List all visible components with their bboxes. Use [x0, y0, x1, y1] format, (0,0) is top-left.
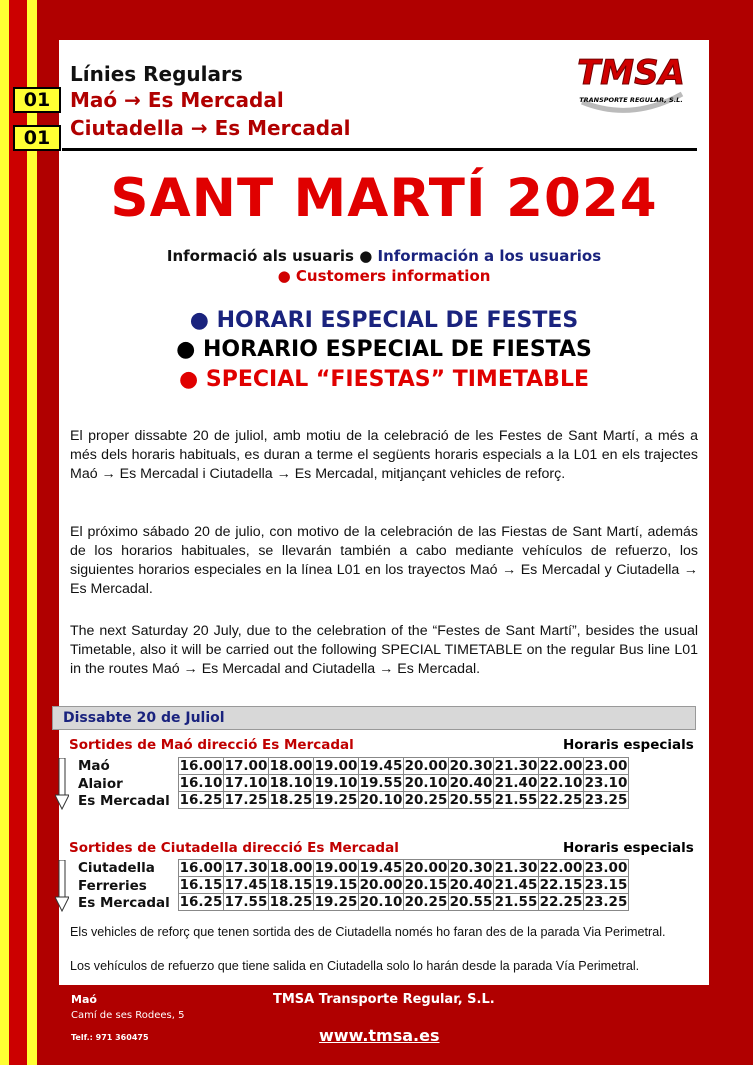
- departure-time: 16.25: [179, 894, 223, 910]
- direction-title: Sortides de Maó direcció Es Mercadal: [69, 737, 354, 753]
- departure-time: 22.25: [539, 894, 583, 910]
- departure-time: 19.25: [314, 792, 358, 808]
- departure-time: 16.00: [179, 860, 223, 876]
- table-row: [179, 877, 629, 894]
- footer-phone: Telf.: 971 360475: [71, 1033, 149, 1042]
- departure-time: 23.15: [584, 877, 628, 893]
- arrow-down-icon: [55, 758, 69, 810]
- departure-time: 22.00: [539, 758, 583, 774]
- departure-time: 20.40: [449, 877, 493, 893]
- timetable-ciutadella: [178, 859, 629, 911]
- departure-time: 19.00: [314, 860, 358, 876]
- users-info-line-2: [59, 267, 709, 285]
- departure-time: 22.00: [539, 860, 583, 876]
- footer-address: Camí de ses Rodees, 5: [71, 1010, 185, 1021]
- departure-time: 18.25: [269, 792, 313, 808]
- departure-time: 20.00: [359, 877, 403, 893]
- departure-time: 18.25: [269, 894, 313, 910]
- departure-time: 21.45: [494, 877, 538, 893]
- header-divider: [62, 148, 697, 151]
- departure-time: 20.40: [449, 775, 493, 791]
- departure-time: 17.10: [224, 775, 268, 791]
- departure-time: 19.15: [314, 877, 358, 893]
- heading-es-text: HORARIO ESPECIAL DE FIESTAS: [203, 337, 592, 362]
- special-label: Horaris especials: [563, 737, 694, 753]
- departure-time: 20.55: [449, 894, 493, 910]
- footer-city: Maó: [71, 993, 97, 1006]
- departure-time: 18.00: [269, 860, 313, 876]
- departure-time: 20.25: [404, 792, 448, 808]
- table-row: [179, 775, 629, 792]
- departure-time: 21.30: [494, 860, 538, 876]
- departure-time: 21.40: [494, 775, 538, 791]
- bullet-icon: ●: [176, 337, 196, 362]
- departure-time: 20.25: [404, 894, 448, 910]
- departure-time: 21.30: [494, 758, 538, 774]
- departure-time: 19.10: [314, 775, 358, 791]
- arrow-down-icon: [55, 860, 69, 912]
- paragraph-en: The next Saturday 20 July, due to the celebration of the “Festes de Sant Martí”, besides the usual Timetable, also it will be carried out the following SPECIAL TIMETABLE on the regular Bus line L01 in the routes Maó → Es Mercadal and Ciutadella → Es Mercadal.: [70, 623, 698, 677]
- header-route-2: Ciutadella → Es Mercadal: [70, 116, 351, 140]
- departure-time: 20.00: [404, 758, 448, 774]
- paragraph-es: El próximo sábado 20 de julio, con motivo de la celebración de las Fiestas de Sant Martí, además de los horarios habituales, se llevarán también a cabo mediante vehículos de refuerzo, los siguientes horarios especiales en la línea L01 en los trayectos Maó → Es Mercadal y Ciutadella → Es Mercadal.: [70, 524, 698, 597]
- info-en: Customers information: [295, 267, 491, 285]
- stop-name: Maó: [78, 758, 110, 774]
- departure-time: 22.25: [539, 792, 583, 808]
- departure-time: 21.55: [494, 792, 538, 808]
- day-bar: Dissabte 20 de Juliol: [52, 706, 696, 730]
- departure-time: 18.00: [269, 758, 313, 774]
- logo-subtitle: TRANSPORTE REGULAR, S.L.: [579, 96, 683, 104]
- departure-time: 16.25: [179, 792, 223, 808]
- departure-time: 23.25: [584, 792, 628, 808]
- heading-es: [59, 337, 709, 362]
- timetable-mao: [178, 757, 629, 809]
- departure-time: 16.10: [179, 775, 223, 791]
- departure-time: 22.15: [539, 877, 583, 893]
- heading-ca: [59, 308, 709, 333]
- stop-name: Ciutadella: [78, 860, 155, 876]
- departure-time: 17.55: [224, 894, 268, 910]
- departure-time: 23.00: [584, 860, 628, 876]
- departure-time: 18.15: [269, 877, 313, 893]
- departure-time: 17.00: [224, 758, 268, 774]
- header-route-1: Maó → Es Mercadal: [70, 88, 284, 112]
- direction-title: Sortides de Ciutadella direcció Es Mercadal: [69, 840, 399, 856]
- bullet-icon: ●: [179, 367, 199, 392]
- stop-name: Alaior: [78, 775, 123, 792]
- departure-time: 19.45: [359, 758, 403, 774]
- page-title: SANT MARTÍ 2024: [110, 168, 658, 229]
- footer-website-link[interactable]: www.tmsa.es: [319, 1026, 440, 1045]
- table-row: [179, 792, 629, 809]
- departure-time: 17.30: [224, 860, 268, 876]
- logo-text: TMSA: [577, 53, 685, 93]
- departure-time: 20.10: [404, 775, 448, 791]
- stop-name: Es Mercadal: [78, 793, 170, 809]
- departure-time: 17.45: [224, 877, 268, 893]
- note-ca: Els vehicles de reforç que tenen sortida des de Ciutadella només ho faran des de la parada Via Perimetral.: [70, 925, 666, 939]
- departure-time: 18.10: [269, 775, 313, 791]
- bullet-icon: ●: [189, 308, 209, 333]
- departure-time: 23.25: [584, 894, 628, 910]
- note-es: Los vehículos de refuerzo que tiene salida en Ciutadella solo lo harán desde la parada Vía Perimetral.: [70, 959, 640, 973]
- departure-time: 23.00: [584, 758, 628, 774]
- stop-name: Es Mercadal: [78, 895, 170, 911]
- departure-time: 20.00: [404, 860, 448, 876]
- departure-time: 22.10: [539, 775, 583, 791]
- departure-time: 17.25: [224, 792, 268, 808]
- footer-company: TMSA Transporte Regular, S.L.: [273, 992, 495, 1007]
- left-stripe-red: [9, 0, 27, 1065]
- stops-list-1: [78, 758, 170, 811]
- departure-time: 20.30: [449, 758, 493, 774]
- departure-time: 16.15: [179, 877, 223, 893]
- bullet-icon: ●: [359, 247, 373, 265]
- departure-time: 20.15: [404, 877, 448, 893]
- left-stripe-yellow: [0, 0, 9, 1065]
- header-title: Línies Regulars: [70, 62, 243, 86]
- tmsa-logo: [574, 50, 688, 120]
- table-row: [179, 894, 629, 911]
- departure-time: 20.10: [359, 894, 403, 910]
- departure-time: 16.00: [179, 758, 223, 774]
- left-stripe-yellow-2: [27, 0, 37, 1065]
- info-ca: Informació als usuaris: [166, 247, 354, 265]
- departure-time: 19.00: [314, 758, 358, 774]
- bullet-icon: ●: [277, 267, 291, 285]
- departure-time: 21.55: [494, 894, 538, 910]
- heading-ca-text: HORARI ESPECIAL DE FESTES: [216, 308, 579, 333]
- line-badge: 01: [13, 125, 61, 151]
- departure-time: 19.25: [314, 894, 358, 910]
- departure-time: 20.10: [359, 792, 403, 808]
- stop-name: Ferreries: [78, 877, 147, 894]
- stops-list-2: [78, 860, 170, 913]
- line-badge: 01: [13, 87, 61, 113]
- departure-time: 19.55: [359, 775, 403, 791]
- info-es: Información a los usuarios: [377, 247, 602, 265]
- table-row: [179, 758, 629, 775]
- heading-en: [59, 367, 709, 392]
- departure-time: 20.30: [449, 860, 493, 876]
- heading-en-text: SPECIAL “FIESTAS” TIMETABLE: [205, 367, 589, 392]
- special-label: Horaris especials: [563, 840, 694, 856]
- paragraph-ca: El proper dissabte 20 de juliol, amb motiu de la celebració de les Festes de Sant Martí, a més a més dels horaris habituals, es duran a terme el següents horaris especials a la L01 en els trajectes Maó → Es Mercadal i Ciutadella → Es Mercadal, mitjançant vehicles de reforç.: [70, 428, 698, 482]
- table-row: [179, 860, 629, 877]
- departure-time: 19.45: [359, 860, 403, 876]
- users-info-line-1: [59, 247, 709, 265]
- departure-time: 23.10: [584, 775, 628, 791]
- departure-time: 20.55: [449, 792, 493, 808]
